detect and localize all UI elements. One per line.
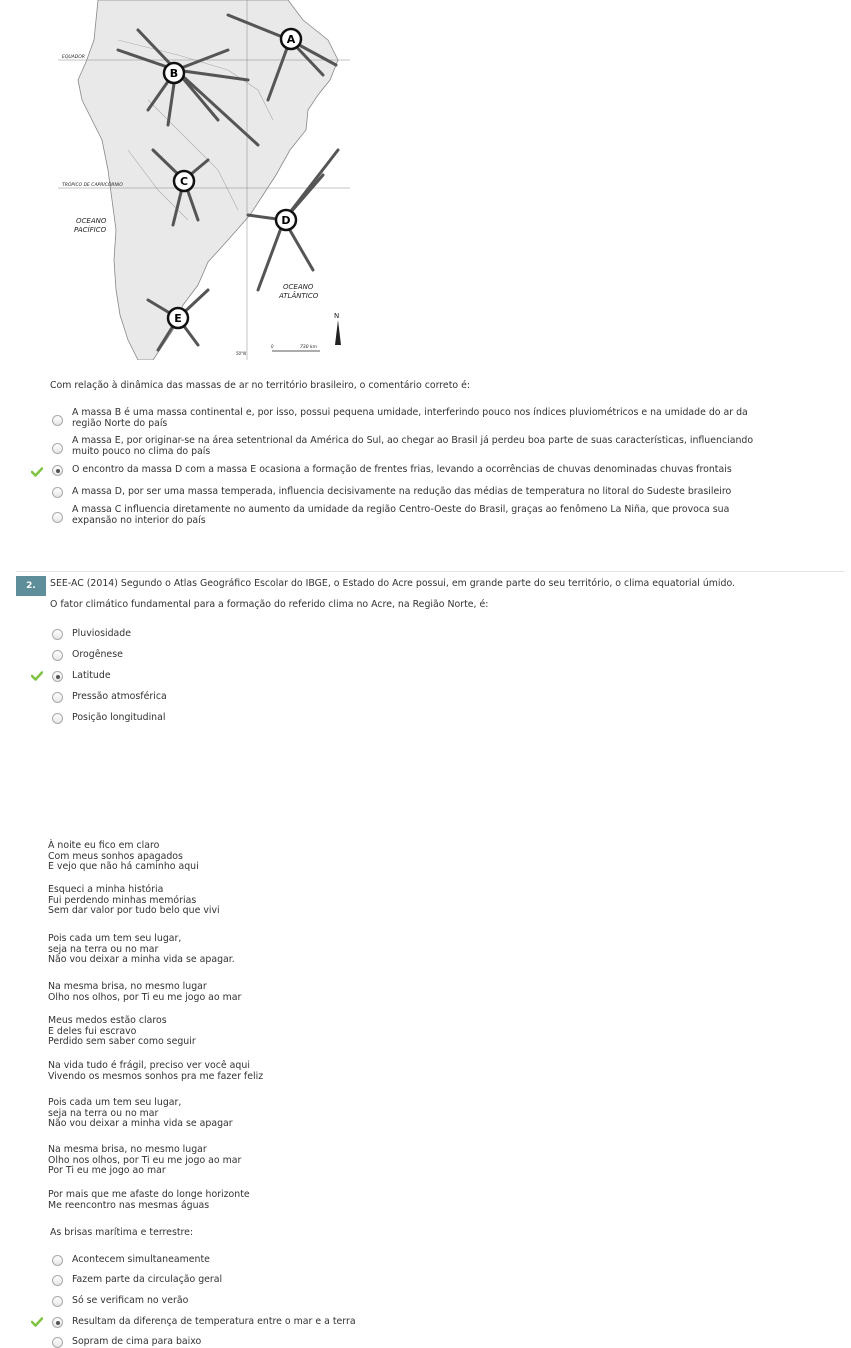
q2-option-1[interactable] (52, 629, 131, 640)
scale-label: 730 km (300, 345, 318, 350)
option-text: Só se verificam no verão (72, 1295, 189, 1306)
option-text: Posição longitudinal (72, 712, 166, 723)
radio-button[interactable] (52, 1275, 63, 1286)
q3-option-5[interactable] (52, 1337, 201, 1348)
option-text: região Norte do país (72, 417, 168, 429)
option-text: Pressão atmosférica (72, 691, 167, 702)
mass-d-label: D (281, 214, 291, 227)
poem-stanza-2: Esqueci a minha história Fui perdendo minhas memórias Sem dar valor por tudo belo que vivi (48, 884, 220, 916)
mass-b-label: B (169, 67, 179, 80)
q3-option-1[interactable] (52, 1255, 210, 1266)
radio-button-selected[interactable] (52, 465, 63, 476)
option-text: expansão no interior do país (72, 514, 206, 526)
mass-a-label: A (286, 33, 296, 46)
q1-prompt: Com relação à dinâmica das massas de ar no território brasileiro, o comentário correto é: (50, 380, 471, 391)
option-text: A massa B é uma massa continental e, por isso, possui pequena umidade, interferindo pouco nos índices pluviométricos e na umidade do ar da (72, 407, 748, 418)
atlantic-label-2: ATLÂNTICO (279, 292, 319, 300)
q2-option-4[interactable] (52, 692, 167, 703)
option-text: Pluviosidade (72, 628, 131, 639)
q1-option-3[interactable] (52, 465, 732, 476)
q2-prompt: O fator climático fundamental para a formação do referido clima no Acre, na Região Norte, é: (50, 599, 489, 610)
radio-button-selected[interactable] (52, 1317, 63, 1328)
radio-button[interactable] (52, 512, 63, 523)
poem-stanza-6: Na vida tudo é frágil, preciso ver você aqui Vivendo os mesmos sonhos pra me fazer feliz (48, 1060, 264, 1082)
pacific-label-1: OCEANO (76, 217, 107, 225)
north-label: N (334, 312, 340, 320)
option-text: Orogênese (72, 649, 123, 660)
option-text: Resultam da diferença de temperatura entre o mar e a terra (72, 1316, 356, 1327)
q2-option-2[interactable] (52, 650, 123, 661)
option-text: A massa E, por originar-se na área setentrional da América do Sul, ao chegar ao Brasil já perdeu boa parte de suas características, influenciando (72, 435, 754, 446)
poem-stanza-4: Na mesma brisa, no mesmo lugar Olho nos olhos, por Ti eu me jogo ao mar (48, 981, 242, 1003)
radio-button[interactable] (52, 1337, 63, 1348)
option-text: Latitude (72, 670, 111, 681)
q3-prompt: As brisas marítima e terrestre: (50, 1227, 194, 1238)
radio-button[interactable] (52, 650, 63, 661)
radio-button[interactable] (52, 487, 63, 498)
poem-stanza-5: Meus medos estão claros E deles fui escravo Perdido sem saber como seguir (48, 1015, 196, 1047)
q2-header: SEE-AC (2014) Segundo o Atlas Geográfico Escolar do IBGE, o Estado do Acre possui, em grande parte do seu território, o clima equatorial úmido. (50, 578, 736, 589)
question-divider (16, 571, 844, 572)
scale-zero-label: 0 (271, 344, 274, 349)
q3-option-2[interactable] (52, 1275, 222, 1286)
q2-option-3[interactable] (52, 671, 111, 682)
option-text: Fazem parte da circulação geral (72, 1274, 223, 1285)
q1-option-5[interactable] (52, 505, 729, 526)
tropic-label: TRÓPICO DE CAPRICÓRNIO (62, 183, 123, 188)
q3-option-3[interactable] (52, 1296, 188, 1307)
poem-stanza-9: Por mais que me afaste do longe horizonte Me reencontro nas mesmas águas (48, 1189, 250, 1211)
check-icon (31, 1317, 43, 1327)
atlantic-label-1: OCEANO (283, 283, 314, 291)
q3-option-4[interactable] (52, 1317, 356, 1328)
poem-stanza-3: Pois cada um tem seu lugar, seja na terra ou no mar Não vou deixar a minha vida se apagar. (48, 933, 235, 965)
option-text: A massa D, por ser uma massa temperada, influencia decisivamente na redução das médias de temperatura no litoral do Sudeste brasileiro (72, 486, 732, 497)
mass-c-label: C (179, 175, 189, 188)
radio-button[interactable] (52, 629, 63, 640)
mass-e-label: E (174, 312, 182, 325)
radio-button[interactable] (52, 443, 63, 454)
radio-button[interactable] (52, 1255, 63, 1266)
pacific-label-2: PACÍFICO (74, 226, 107, 234)
check-icon (31, 671, 43, 681)
q2-option-5[interactable] (52, 713, 165, 724)
option-text: Sopram de cima para baixo (72, 1336, 202, 1347)
option-text: A massa C influencia diretamente no aumento da umidade da região Centro-Oeste do Brasil, graças ao fenômeno La Niña, que provoca sua (72, 504, 730, 515)
q1-option-2[interactable] (52, 436, 753, 457)
radio-button[interactable] (52, 415, 63, 426)
radio-button[interactable] (52, 692, 63, 703)
q1-option-1[interactable] (52, 408, 748, 429)
question-number-badge: 2. (16, 576, 46, 596)
radio-button[interactable] (52, 1296, 63, 1307)
option-text: muito pouco no clima do país (72, 445, 211, 457)
option-text: O encontro da massa D com a massa E ocasiona a formação de frentes frias, levando a ocorrências de chuvas denominadas chuvas frontais (72, 464, 732, 475)
poem-stanza-8: Na mesma brisa, no mesmo lugar Olho nos olhos, por Ti eu me jogo ao mar Por Ti eu me jogo ao mar (48, 1144, 242, 1176)
meridian-label: 50°N (236, 351, 247, 356)
poem-stanza-1: À noite eu fico em claro Com meus sonhos apagados E vejo que não há caminho aqui (48, 840, 199, 872)
option-text: Acontecem simultaneamente (72, 1254, 210, 1265)
equator-label: EQUADOR (62, 55, 85, 60)
air-masses-map (58, 0, 350, 360)
poem-stanza-7: Pois cada um tem seu lugar, seja na terra ou no mar Não vou deixar a minha vida se apagar (48, 1097, 233, 1129)
check-icon (31, 467, 43, 477)
radio-button-selected[interactable] (52, 671, 63, 682)
q1-option-4[interactable] (52, 487, 731, 498)
radio-button[interactable] (52, 713, 63, 724)
